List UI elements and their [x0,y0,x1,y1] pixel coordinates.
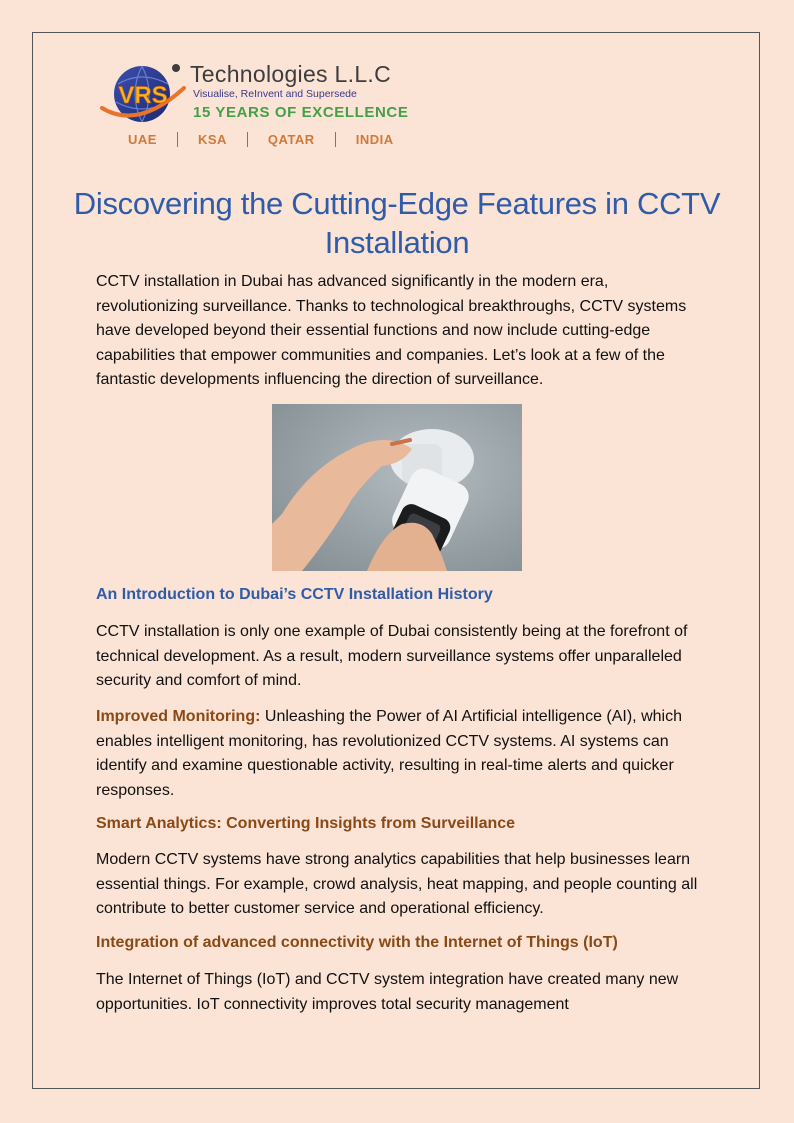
globe-logo-icon [98,58,190,128]
cctv-camera-photo [272,404,522,571]
monitoring-label: Improved Monitoring: [96,708,261,725]
camera-illustration [272,404,522,571]
region-ksa: KSA [197,132,227,147]
intro-paragraph: CCTV installation in Dubai has advanced significantly in the modern era, revolutionizing surveillance. Thanks to technological breakthroughs, CCTV systems have developed beyond their essential functions and now include cutting-edge capabilities that empower communities and companies. Let’s look at a few of the fantastic developments influencing the direction of surveillance. [96,273,687,388]
monitoring-paragraph [96,705,704,803]
history-paragraph: CCTV installation is only one example of Dubai consistently being at the forefront of technical development. As a result, modern surveillance systems offer unparalleled security and comfort of mind. [96,623,688,689]
region-qatar: QATAR [267,132,315,147]
company-tagline: Visualise, ReInvent and Supersede [193,88,357,100]
iot-paragraph: The Internet of Things (IoT) and CCTV system integration have created many new opportunities. IoT connectivity improves total security management [96,971,679,1013]
region-list [128,132,394,147]
region-divider [247,132,248,147]
logo-emblem-text: VRS [118,82,168,109]
region-divider [335,132,336,147]
history-heading: An Introduction to Dubai’s CCTV Installation History [96,586,493,603]
region-divider [177,132,178,147]
company-logo [98,58,418,154]
company-name: Technologies L.L.C [190,61,392,87]
analytics-heading: Smart Analytics: Converting Insights from Surveillance [96,815,516,832]
monitoring-text: Unleashing the Power of AI Artificial intelligence (AI), which enables intelligent monitoring, has revolutionized CCTV systems. AI systems can identify and examine questionable activity, resulting in real-time alerts and quicker responses. [96,708,682,799]
analytics-paragraph: Modern CCTV systems have strong analytics capabilities that help businesses learn essential things. For example, crowd analysis, heat mapping, and people counting all contribute to better customer service and operational efficiency. [96,851,698,917]
iot-heading: Integration of advanced connectivity with the Internet of Things (IoT) [96,934,618,951]
region-uae: UAE [128,132,157,147]
page-title: Discovering the Cutting-Edge Features in CCTV Installation [73,186,721,260]
excellence-badge: 15 YEARS OF EXCELLENCE [193,104,409,121]
region-india: INDIA [355,132,394,147]
